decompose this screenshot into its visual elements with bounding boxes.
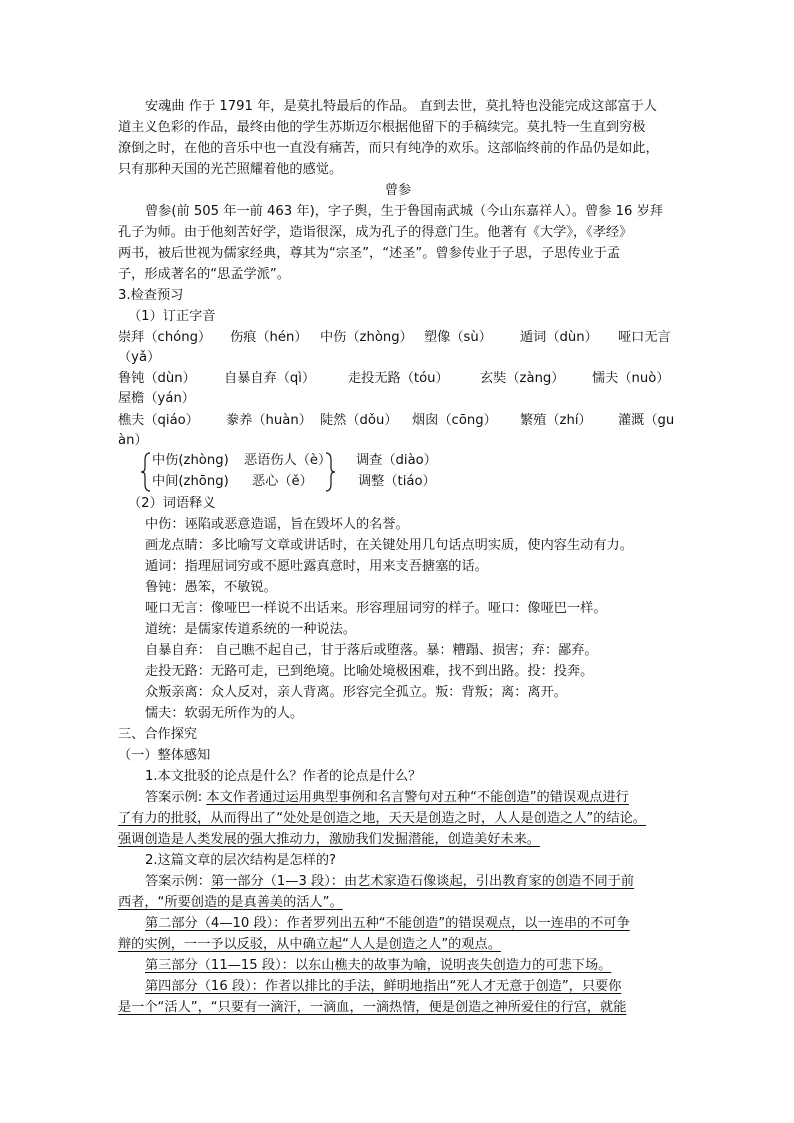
paragraph-line: 安魂曲 作于 1791 年，是莫扎特最后的作品。 直到去世，莫扎特也没能完成这部富于人 <box>145 99 657 114</box>
pron-item: 烟囱（cōng） <box>412 413 497 428</box>
left-brace-icon <box>140 452 152 492</box>
answer-text: 了有力的批驳，从而得出了“处处是创造之地，天天是创造之时，人人是创造之人”的结论。 <box>118 811 646 826</box>
answer-text: 西者，“所要创造的是真善美的活人”。 <box>118 895 343 910</box>
polyphone-item: 中间(zhōng) <box>152 474 229 489</box>
answer-label: 答案示例： <box>145 874 211 889</box>
section-heading: 曾参 <box>384 183 412 198</box>
pron-item: 崇拜（chóng） <box>118 330 212 345</box>
section-heading: 三、合作探究 <box>118 727 198 742</box>
definition: 哑口无言：像哑巴一样说不出话来。形容理屈词穷的样子。哑口：像哑巴一样。 <box>145 601 607 616</box>
answer-text: 强调创造是人类发展的强大推动力，激励我们发掘潜能，创造美好未来。 <box>118 832 540 847</box>
question: 1.本文批驳的论点是什么？作者的论点是什么？ <box>145 769 422 784</box>
answer-text: 第三部分（11—15 段）：以东山樵夫的故事为喻，说明丧失创造力的可悲下场。 <box>145 958 612 973</box>
polyphone-item: 调查（diào） <box>356 453 437 468</box>
answer-text: 第二部分（4—10 段）：作者罗列出五种“不能创造”的错误观点，以一连串的不可争 <box>145 916 630 931</box>
polyphone-group <box>140 450 460 494</box>
paragraph-line: 潦倒之时，在他的音乐中也一直没有痛苦，而只有纯净的欢乐。这部临终前的作品仍是如此， <box>118 141 659 156</box>
answer-line <box>145 787 678 808</box>
paragraph-line: 只有那种天国的光芒照耀着他的感觉。 <box>118 162 343 177</box>
definition: 画龙点睛：多比喻写文章或讲话时，在关键处用几句话点明实质，使内容生动有力。 <box>145 538 633 553</box>
pron-item: 樵夫（qiáo） <box>118 413 199 428</box>
definition: 鲁钝：愚笨，不敏锐。 <box>145 580 277 595</box>
definition: 遁词：指理屈词穷或不愿吐露真意时，用来支吾搪塞的话。 <box>145 559 488 574</box>
definition: 众叛亲离：众人反对，亲人背离。形容完全孤立。叛：背叛；离：离开。 <box>145 685 567 700</box>
polyphone-item: 恶语伤人（è） <box>244 453 332 468</box>
paragraph-line: 两书，被后世视为儒家经典，尊其为“宗圣”，“述圣”。曾参传业于子思，子思传业于孟 <box>118 246 621 261</box>
question: 2.这篇文章的层次结构是怎样的? <box>145 853 337 868</box>
answer-line <box>145 871 678 892</box>
subsection-heading: （2）词语释义 <box>128 496 216 511</box>
pron-item: 灌溉（gu <box>618 413 675 428</box>
definition: 中伤：诬陷或恶意造谣，旨在毁坏人的名誉。 <box>145 517 409 532</box>
answer-text: 辩的实例，一一予以反驳，从中确立起“人人是创造之人”的观点。 <box>118 937 501 952</box>
pron-item: 玄奘（zàng） <box>480 371 565 386</box>
definition: 道统：是儒家传道系统的一种说法。 <box>145 622 356 637</box>
polyphone-item: 调整（tiáo） <box>358 474 436 489</box>
answer-text: 本文作者通过运用典型事例和名言警句对五种“不能创造”的错误观点进行 <box>206 790 629 805</box>
paragraph-line: 子，形成著名的“思孟学派”。 <box>118 267 290 282</box>
answer-text: 是一个“活人”，“只要有一滴汗，一滴血，一滴热情，便是创造之神所爱住的行宫，就能 <box>118 1000 627 1015</box>
pron-item: 繁殖（zhí） <box>520 413 592 428</box>
pron-item: 伤痕（hén） <box>230 330 308 345</box>
pron-continuation: àn） <box>118 433 148 448</box>
pron-item: 鲁钝（dùn） <box>118 371 196 386</box>
pron-item: 遁词（dùn） <box>520 330 598 345</box>
pron-continuation: 屋檐（yán） <box>118 391 195 406</box>
subsection-heading: （1）订正字音 <box>128 309 216 324</box>
pron-item: 中伤（zhòng） <box>320 330 413 345</box>
subsection-heading: （一）整体感知 <box>118 748 211 763</box>
paragraph-line: 曾参(前 505 年一前 463 年)，字子舆，生于鲁国南武城（今山东嘉祥人）。曾参 16 岁拜 <box>145 204 663 219</box>
polyphone-item: 中伤(zhòng) <box>152 453 229 468</box>
section-heading: 3.检查预习 <box>118 288 184 303</box>
paragraph-line: 孔子为师。由于他刻苦好学，造诣很深，成为孔子的得意门生。他著有《大学》，《孝经》 <box>118 225 633 240</box>
answer-label: 答案示例: <box>145 790 207 805</box>
definition: 走投无路：无路可走，已到绝境。比喻处境极困难，找不到出路。投：投奔。 <box>145 664 594 679</box>
pron-item: 自暴自弃（qì） <box>224 371 316 386</box>
pron-continuation: （yǎ） <box>118 350 161 365</box>
definition: 懦夫：软弱无所作为的人。 <box>145 706 304 721</box>
pron-item: 塑像（sù） <box>424 330 492 345</box>
pron-item: 走投无路（tóu） <box>348 371 449 386</box>
pron-item: 哑口无言 <box>618 330 671 345</box>
polyphone-item: 恶心（ě） <box>252 474 313 489</box>
answer-text: 第四部分（16 段）：作者以排比的手法，鲜明地指出“死人才无意于创造”，只要你 <box>145 979 622 994</box>
pronunciation-row <box>118 327 678 348</box>
pron-item: 陡然（dǒu） <box>320 413 398 428</box>
pron-item: 豢养（huàn） <box>226 413 312 428</box>
pronunciation-row <box>118 410 678 431</box>
pron-item: 懦夫（nuò） <box>592 371 670 386</box>
answer-text: 第一部分（1—3 段）：由艺术家造石像谈起，引出教育家的创造不同于前 <box>210 874 635 889</box>
pronunciation-row <box>118 368 678 389</box>
paragraph-line: 道主义色彩的作品，最终由他的学生苏斯迈尔根据他留下的手稿续完。莫扎特一生直到穷极 <box>118 120 646 135</box>
right-brace-icon <box>324 452 336 492</box>
definition: 自暴自弃： 自己瞧不起自己，甘于落后或堕落。暴：糟蹋、损害；弃：鄙弃。 <box>145 643 598 658</box>
